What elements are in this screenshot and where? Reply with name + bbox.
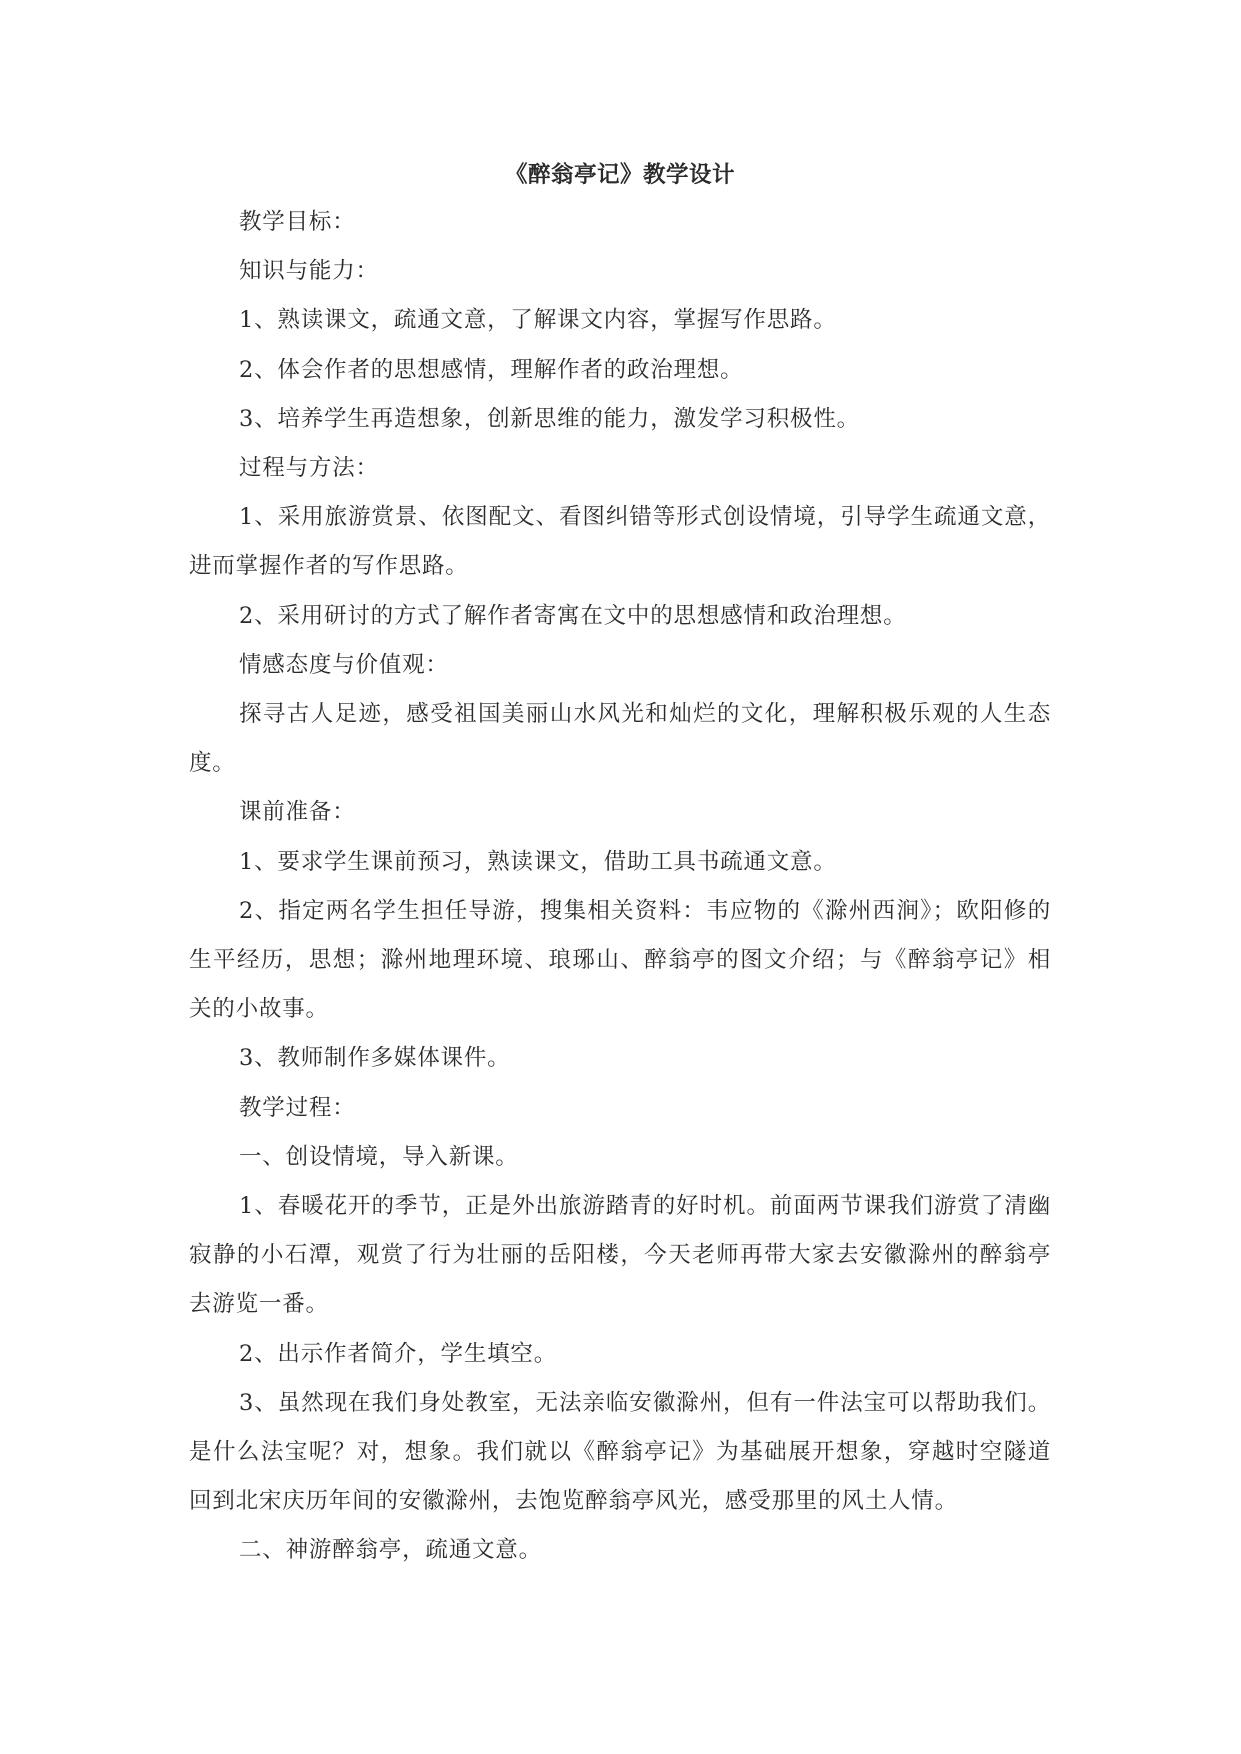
- heading-teaching-goals: 教学目标：: [239, 209, 356, 235]
- prep-item-2: 2、指定两名学生担任导游，搜集相关资料：韦应物的《滁州西涧》；欧阳修的生平经历，思想；滁州地理环境、琅琊山、醉翁亭的图文介绍；与《醉翁亭记》相关的小故事。: [189, 897, 1051, 1023]
- method-item-2: 2、采用研讨的方式了解作者寄寓在文中的思想感情和政治理想。: [239, 602, 907, 629]
- section-1-heading: 一、创设情境，导入新课。: [239, 1143, 519, 1170]
- section-1-item-1: 1、春暖花开的季节，正是外出旅游踏青的好时机。前面两节课我们游赏了清幽寂静的小石潭，观赏了行为壮丽的岳阳楼，今天老师再带大家去安徽滁州的醉翁亭去游览一番。: [189, 1193, 1051, 1318]
- goal-item-1: 1、熟读课文，疏通文意，了解课文内容，掌握写作思路。: [239, 307, 837, 334]
- method-item-1: 1、采用旅游赏景、依图配文、看图纠错等形式创设情境，引导学生疏通文意，进而掌握作者的写作思路。: [189, 504, 1051, 580]
- prep-item-3: 3、教师制作多媒体课件。: [239, 1045, 511, 1072]
- prep-item-1: 1、要求学生课前预习，熟读课文，借助工具书疏通文意。: [239, 848, 837, 875]
- goal-item-3: 3、培养学生再造想象，创新思维的能力，激发学习积极性。: [239, 405, 860, 432]
- heading-emotion-values: 情感态度与价值观：: [239, 651, 449, 678]
- section-2-heading: 二、神游醉翁亭，疏通文意。: [239, 1537, 542, 1564]
- document-page: [189, 150, 1051, 1576]
- heading-knowledge-ability: 知识与能力：: [239, 258, 379, 285]
- emotion-paragraph: 探寻古人足迹，感受祖国美丽山水风光和灿烂的文化，理解积极乐观的人生态度。: [189, 701, 1051, 777]
- heading-teaching-process: 教学过程：: [239, 1094, 356, 1121]
- section-1-item-2: 2、出示作者简介，学生填空。: [239, 1340, 558, 1367]
- heading-process-method: 过程与方法：: [239, 455, 379, 482]
- document-title: 《醉翁亭记》教学设计: [504, 162, 735, 188]
- goal-item-2: 2、体会作者的思想感情，理解作者的政治理想。: [239, 356, 744, 383]
- section-1-item-3: 3、虽然现在我们身处教室，无法亲临安徽滁州，但有一件法宝可以帮助我们。是什么法宝呢？对，想象。我们就以《醉翁亭记》为基础展开想象，穿越时空隧道回到北宋庆历年间的安徽滁州，去饱览醉翁亭风光，感受那里的风土人情。: [189, 1389, 1051, 1515]
- heading-preparation: 课前准备：: [239, 799, 356, 826]
